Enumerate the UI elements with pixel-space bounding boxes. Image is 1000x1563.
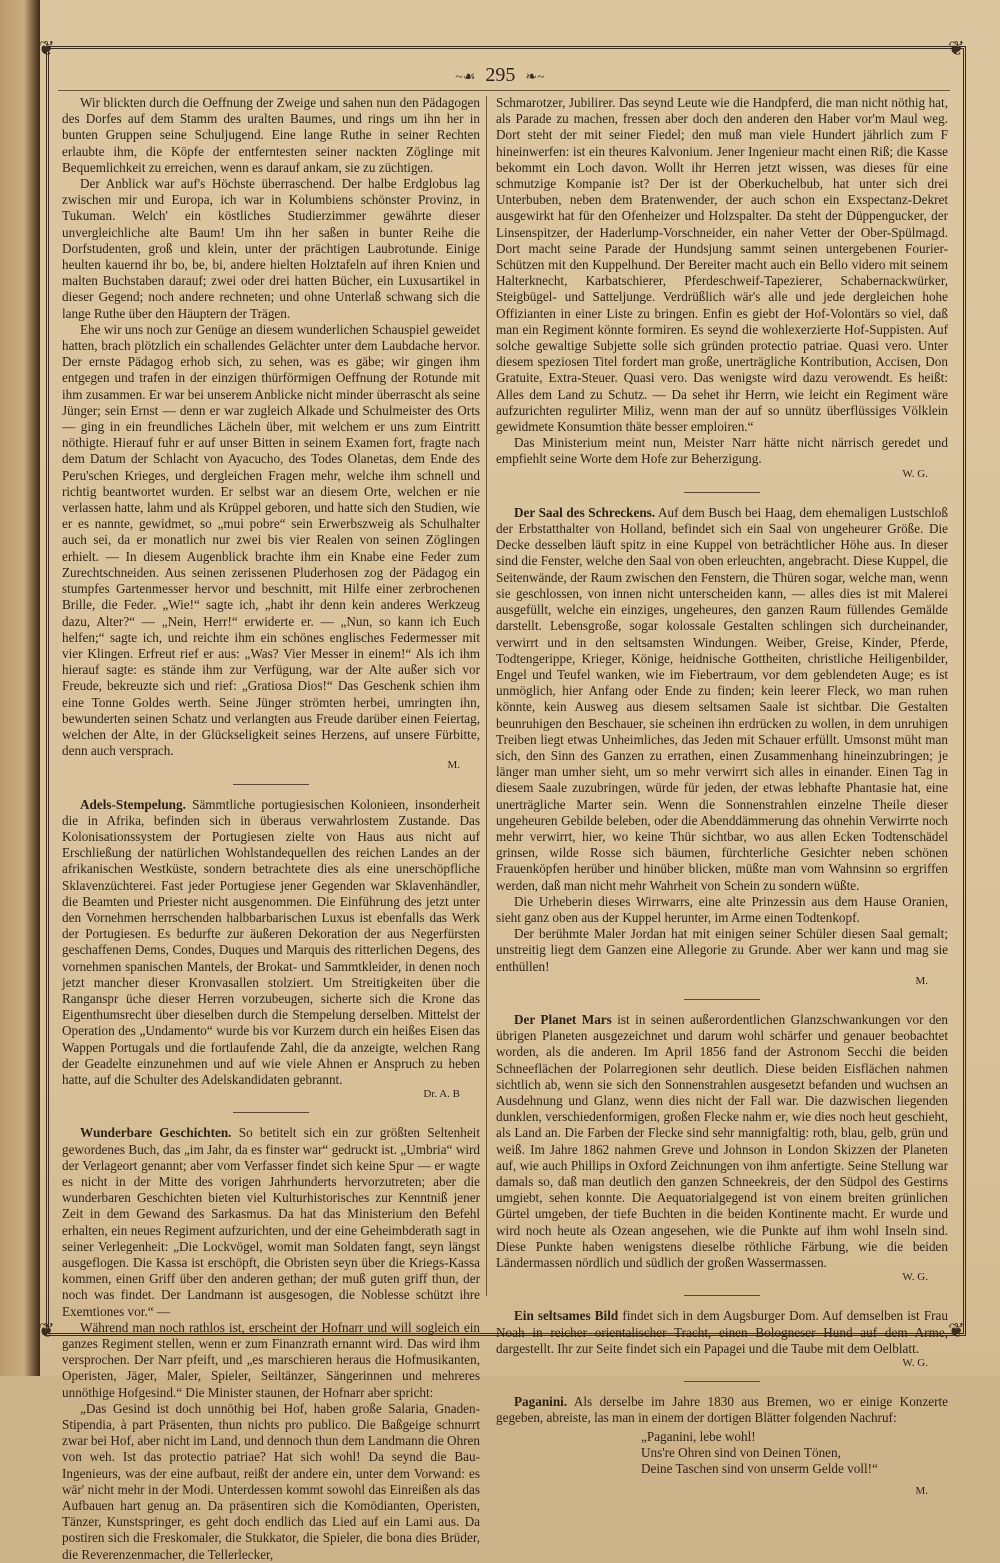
separator xyxy=(233,784,309,785)
article-wunderbare-geschichten xyxy=(62,1125,480,1562)
article-body: Als derselbe im Jahre 1830 aus Bremen, wo er einige Konzerte gegeben, abreiste, las man in einem der dortigen Blätter folgenden Nachruf: xyxy=(496,1394,948,1426)
signature: W. G. xyxy=(902,1271,928,1284)
page-number: 295 xyxy=(485,64,516,86)
article-body: Sämmtliche portugiesischen Kolonieen, insonderheit die in Afrika, befinden sich in überaus verwahrlostem Zustande. Das Kolonisationssystem der Portugiesen zielte von Haus aus nicht auf Erschließung der natürlichen Wohlstandequellen des reichen Landes an der afrikanischen Westküste, sondern betrachtete dies als eine unerschöpfliche Sklavenzüchterei. Fast jeder Portugiese jener Gegenden war Sklavenhändler, die Beamten und Priester nicht ausgenommen. Die Einführung des jetzt unter den Vornehmen herrschenden halbbarbarischen Luxus ist ebenfalls das Werk der Portugiesen. Es bedurfte zur äußeren Dekoration der aus Negerfürsten geschaffenen Dems, Condes, Duques und Marquis des ritterlichen Degens, des vornehmen spanischen Mantels, der Brokat- und Sammtkleider, in denen noch jetzt mancher dieser Kronvasallen stolziert. Um Streitigkeiten über die Ranganspr üche dieser Herren vorzubeugen, sicherte sich die Krone das Eigenthumsrecht über dieselben durch die Stempelung derselben. Mittelst der Operation des „Undamento“ wurde bis vor Kurzem durch ein heißes Eisen das Wappen Portugals und die fortlaufende Zahl, die da anzeigte, welchen Rang der Geadelte einzunehmen und auf wie viele Ahnen er Anspruch zu heben hatte, auf die Schulter des Adelskandidaten gebrannt. xyxy=(62,796,480,1087)
ornament-right-icon: ❧~ xyxy=(525,70,545,85)
corner-ornament-icon: ❦ xyxy=(38,38,55,60)
paragraph: „Das Gesind ist doch unnöthig bei Hof, haben große Salaria, Gnaden-Stipendia, à part Präsenten, thun nichts pro publico. Die Baßgeige schnurrt zwar bei Hof, aber nicht im Land, und dennoch thun dem Landmann die Ohren von weh. Ist das protectio patriae? Hat sich wohl! Da seynd die Bau-Ingenieurs, was der eine aufbaut, reißt der andere ein, unter dem Vorwand: es wär' nicht mehr in der Modi. Unterdessen kommt sowohl das Einreißen als das Aufbauen hart genug an. Da präsentiren sich die Komödianten, Operisten, Tänzer, Kunstspringer, es geht doch endlich das Lied auf ein Lami aus. Da postiren sich die Freskomaler, die Stukkator, die Spieler, die bona dies Brüder, die Reverenzenmacher, die Tellerlecker, xyxy=(62,1400,480,1562)
signature: M. xyxy=(915,1485,928,1498)
article-intro xyxy=(62,95,480,774)
signature: M. xyxy=(915,974,928,987)
signature: Dr. A. B xyxy=(423,1088,460,1101)
article-body: findet sich in dem Augsburger Dom. Auf demselben ist Frau Noah in reicher orientalischer Tracht, einen Bologneser Hund auf dem Arme, dargestellt. Ihr zur Seite findet sich ein Papagei und die Taube mit dem Oelblatt. xyxy=(496,1308,948,1356)
verse-line: „Paganini, lebe wohl! xyxy=(641,1428,756,1444)
verse xyxy=(641,1429,948,1478)
separator xyxy=(684,492,760,493)
paragraph: Das Ministerium meint nun, Meister Narr hätte nicht närrisch geredet und empfiehlt seine Worte dem Hofe zur Beherzigung. xyxy=(496,435,948,467)
paragraph: Die Urheberin dieses Wirrwarrs, eine alte Prinzessin aus dem Hause Oranien, sieht ganz oben aus der Kuppel herunter, im Arme einen Todtenkopf. xyxy=(496,893,948,925)
signature: W. G. xyxy=(902,1357,928,1370)
verse-line: Uns're Ohren sind von Deinen Tönen, xyxy=(641,1444,841,1460)
article-title: Wunderbare Geschichten. xyxy=(80,1125,232,1141)
corner-ornament-icon: ❦ xyxy=(948,38,965,60)
article-body: Auf dem Busch bei Haag, dem ehemaligen Lustschloß der Erbstatthalter von Holland, befindet sich ein Saal von ungeheurer Größe. Die Decke desselben läuft spitz in eine Kuppel von beträchtlicher Höhe aus. In dieser sind die Fenster, welche den Saal von oben erleuchten, angebracht. Diese Kuppel, die Seitenwände, der Raum zwischen den Fenstern, die Thüren sogar, welche man, wenn sie geschlossen, von innen nicht unterscheiden kann, — alles dies ist mit Malerei ausgefüllt, welche ein einziges, ungeheures, den ganzen Raum füllendes Gemälde darstellt. Lebensgroße, sogar kolossale Gestalten schlingen sich durcheinander, verwirrt und in den seltsamsten Windungen. Weiber, Greise, Kinder, Pferde, Todtengerippe, Krieger, Könige, heidnische Gottheiten, christliche Heiligenbilder, Engel und Teufel wanken, wie im Fiebertraum, vor dem geblendeten Auge; es ist unmöglich, hier Anfang oder Ende zu finden; kein leerer Fleck, wo man ruhen könnte, kein Ausweg aus diesem seltsamen Saale ist sichtbar. Die Gestalten beunruhigen den Beschauer, sie scheinen ihn erdrücken zu wollen, in dem unruhigen Treiben liegt etwas Unheimliches, das Jeden mit Schauer erfüllt. Umsonst müht man sich, den Sinn des Ganzen zu errathen, einen Zusammenhang hineinzubringen; je länger man umher sieht, um so mehr verwirrt sich alles in einander. Einen Tag in diesem Saale zuzubringen, würde für jeden, der etwas lebhafte Phantasie hat, eine unerträgliche Marter sein. Wenn die Sonnenstrahlen einzelne Theile dieser ungeheuren Gebilde beleben, oder die Abenddämmerung das ohnehin Verwirrte noch mehr verwirrt, hier, wo keine Thür sichtbar, wo aus allen Ecken Todtenschädel grinsen, wilde Rosse sich bäumen, fürchterliche Gesichter neben schönen Frauenköpfen herüber und hinüber blicken, müßte man vom Wahnsinn so ergriffen werden, daß man nicht mehr Wahrheit von Schein zu sondern wüßte. xyxy=(496,504,948,893)
article-body: ist in seinen außerordentlichen Glanzschwankungen vor den übrigen Planeten ausgezeichnet und darum wohl schärfer und genauer beobachtet worden, als die anderen. Im April 1856 fand der Astronom Secchi die beiden Schneeflächen der Polarregionen sehr deutlich. Diese beiden Eisflächen nahmen sichtlich ab, wenn sie sich den Sonnenstrahlen ausgesetzt befanden und wuchsen an Ausdehnung und Glanz, wenn dies nicht der Fall war. Die dazwischen liegenden dunklen, verschiedenformigen, großen Flecke nahm er, wie dies noch heut geschieht, als Land an. Die Farben der Flecke sind sehr mannigfaltig: roth, blau, gelb, grün und weiß. Im Jahre 1862 nahmen Greve und Johnson in London Skizzen der Planeten auf, wie auch Phillips in Oxford Zeichnungen von ihm anfertigte. Seine Stellung war damals so, daß man deutlich den ganzen Schneekreis, der den Südpol des Gestirns umgiebt, sehen konnte. Die Aequatorialgegend ist von einem breiten grünlichen Gürtel umgeben, der tiefe Buchten in die beiden Kontinente macht. Er wurde und wird noch heute als Ozean angesehen, wie die Punkte auf ihm wohl Inseln sind. Diese Punkte haben wenigstens dieselbe röthliche Färbung, wie die beiden Ländermassen nördlich und südlich der großen Wassermassen. xyxy=(496,1011,948,1271)
column-divider xyxy=(486,96,487,1296)
article-adels-stempelung xyxy=(62,797,480,1103)
article-title: Der Saal des Schreckens. xyxy=(514,504,656,520)
paragraph: Ehe wir uns noch zur Genüge an diesem wunderlichen Schauspiel geweidet hatten, brach plötzlich ein schallendes Gelächter unter dem Laubdache hervor. Der ernste Pädagog erhob sich, zu sehen, was es gäbe; wir gingen ihm entgegen und trafen in der einzigen thürförmigen Oeffnung der Rotunde mit ihm zusammen. Er war bei unserem Anblicke nicht minder überrascht als seine Jünger; sein Ernst — denn er war zugleich Alkade und Schulmeister des Orts — ging in ein freundliches Lächeln über, mit welchem er uns zum Eintritt nöthigte. Hierauf fuhr er auf unser Bitten in seinem Examen fort, fragte nach dem Datum der Schlacht von Ayacucho, des Todes Olanetas, dem Ende des Peru'schen Krieges, und dergleichen Fragen mehr, welche ihm schnell und richtig beantwortet wurden. Er selbst war an diesem Orte, welchen er nie verlassen hatte, lahm und als Krüppel geboren, und hatte sich den Studien, wie er es nannte, gewidmet, so „mui pobre“ sein Erwerbszweig als Schulhalter auch sei, da er monatlich nur zwei bis vier Realen von seinen Zöglingen erhielt. — In diesem Augenblick brachte ihm ein Knabe eine Feder zum Zurechtschneiden. Aus seinen zerissenen Pluderhosen zog der Pädagog ein stumpfes Gartenmesser hervor und beschnitt, mit Hilfe einer zerbrochenen Brille, die Feder. „Wie!“ sagte ich, „habt ihr denn kein anderes Werkzeug dazu, Alter?“ — „Nein, Herr!“ erwiderte er. — „Nun, so kann ich Euch helfen;“ sagte ich, und reichte ihm ein schönes englisches Federmesser mit vier Klingen. Erfreut rief er aus: „Was? Vier Messer in einem!“ Als ich ihm hierauf sagte: es stände ihm zur Verfügung, war der Alte außer sich vor Freude, bekreuzte sich und rief: „Gratiosa Dios!“ Das Geschenk schien ihm eine Tonne Goldes werth. Seine Jünger strömten herbei, umringten ihn, bewunderten seinen Schatz und verlangten aus Freude darüber einen Feiertag, welchen der Alte, in der Glückseligkeit seines Herzens, auf unsere Fürbitte, denn auch versprach. xyxy=(62,321,480,759)
article-seltsames-bild xyxy=(496,1308,948,1371)
article-title: Der Planet Mars xyxy=(514,1011,612,1027)
verse-line: Deine Taschen sind von unserm Gelde voll!“ xyxy=(641,1461,878,1477)
separator xyxy=(684,1295,760,1296)
article-saal-des-schreckens xyxy=(496,505,948,989)
separator xyxy=(684,999,760,1000)
signature: M. xyxy=(447,759,460,772)
corner-ornament-icon: ❦ xyxy=(948,1320,965,1342)
right-column xyxy=(496,95,948,1499)
corner-ornament-icon: ❦ xyxy=(38,1320,55,1342)
signature: W. G. xyxy=(902,467,928,480)
article-title: Ein seltsames Bild xyxy=(514,1308,619,1324)
header-rule xyxy=(58,90,950,91)
ornament-left-icon: ~☙ xyxy=(455,70,476,85)
article-body: Schmarotzer, Jubilirer. Das seynd Leute wie die Handpferd, die man nicht nöthig hat, als Parade zu machen, fressen aber doch den anderen den Haber vor'm Maul weg. Dort steht der mit seiner Fiedel; den muß man viele Hundert jährlich zum F hineinwerfen: ist ein theures Kalvonium. Jener Ingenieur macht einen Riß; die Kasse bekommt ein Loch davon. Wollt ihr Herren jetzt wissen, was dieses für eine schmutzige Kompanie ist? Der ist der Oberkuchelbub, hat unter sich drei Unterbuben, neben dem Bratenwender, der auch schon ein Exspectanz-Dekret ausgewirkt hat für den Ofenheizer und Holzspalter. Da steht der Düppengucker, der Linsenspitzer, der Haderlump-Vorschneider, ein naher Vetter der Ober-Spülmagd. Dort macht seine Parade der Hundsjung sammt seinen untergebenen Fourier-Schützen mit den Kuppelhund. Der Bereiter macht auch ein Bello videro mit seinem Halterknecht, Karbatschierer, Pferdeschweif-Tapezierer, Schabernackwürker, Steigbügel- und Satteljunge. Verdrüßlich wär's alle und jede dergleichen hohe Offizianten in einer Liste zu bringen. Enfin es giebt der Hof-Volontärs so viel, daß man ein Regiment könnte formiren. Es seynd die wohlexerzierte Hof-Suppisten. Auf solche gewaltige Subjette solle sich gründen protectio patriae. Quasi vero. Unter diesem speziosen Titel fordert man große, unerträgliche Kontribution, Accisen, Don Gratuite, Extra-Steuer. Quasi vero. Das wenigste wird dazu verowendt. Es heißt: Alles dem Land zu Schutz. — Da sehet ihr Herrn, wie leicht ein Regiment wäre aufzurichten regulirter Miliz, wenn man der auf so unnütz überflüssiges Völklein gewidmete Konsumtion thäte besser emploiren.“ xyxy=(496,95,948,435)
paragraph: Wir blickten durch die Oeffnung der Zweige und sahen nun den Pädagogen des Dorfes auf dem Stamm des uralten Baumes, und rings um ihn her in bunten Gruppen seine Schuljugend. Eine lange Ruthe in seiner Rechten erlaubte ihm, die Köpfe der entferntesten seiner nackten Zöglinge mit Bequemlichkeit zu erreichen, wenn es darauf ankam, sie zu züchtigen. xyxy=(62,95,480,175)
article-paganini xyxy=(496,1394,948,1499)
article-title: Paganini. xyxy=(514,1394,568,1410)
article-title: Adels-Stempelung. xyxy=(80,796,186,812)
article-body: So betitelt sich ein zur größten Seltenheit gewordenes Buch, das „im Jahr, da es finster war“ gedruckt ist. „Umbria“ wird der Verlageort genannt; aber vom Verfasser findet sich keine Spur — er wagte es nicht in der Mitte des vorigen Jahrhunderts hervorzutreten; aber die wunderbaren Geschichten bieten viel Kulturhistorisches zur Kenntniß jener Zeit in dem Gewand des Sarkasmus. Da hat das Ministerium den Befehl erhalten, ein neues Regiment aufzurichten, und der eine Geheimbderath sagt in seiner Verlegenheit: „Die Lockvögel, womit man Soldaten fangt, seyn längst ausgeflogen. Die Kassa ist erschöpft, die Obristen seyn über die Kriegs-Kassa kommen, einen Griff über den anderen gethan; der muß guten griff thun, der noch was findet. Der Landmann ist ausgesogen, die Noblesse schützt ihre Exemtiones vor.“ — xyxy=(62,1125,481,1319)
separator xyxy=(684,1381,760,1382)
previous-page-edge xyxy=(0,0,40,1376)
paragraph: Der berühmte Maler Jordan hat mit einigen seiner Schüler diesen Saal gemalt; unstreitig liegt dem Ganzen eine Allegorie zu Grunde. Aber wer kann und mag sie enthüllen! xyxy=(496,926,948,974)
separator xyxy=(233,1112,309,1113)
paragraph: Während man noch rathlos ist, erscheint der Hofnarr und will sogleich ein ganzes Regiment stellen, wenn er zum Finanzrath ernannt wird. Das wird ihm versprochen. Der Narr pfeift, und „es marschieren heraus die Hofmusikanten, Operisten, Jäger, Maler, Spieler, Seiltänzer, Sängerinnen und mehreres unnöthige Hofgesind.“ Die Minister staunen, der Hofnarr aber spricht: xyxy=(62,1319,480,1400)
paragraph: Der Anblick war auf's Höchste überraschend. Der halbe Erdglobus lag zwischen mir und Europa, ich war in Kolumbiens schönster Provinz, in Tukuman. Welch' ein köstliches Studierzimmer gewährte dieser unvergleichliche alte Baum! Um ihn her saßen in bunter Reihe die Dorfstudenten, groß und klein, unter der prächtigen Laubrotunde. Einige heulten kauernd ihr bo, be, bi, andere hielten Holztafeln auf ihren Knien und malten Buchstaben darauf; zwei oder drei hatten Bücher, ein Luxusartikel in dieser Gegend; noch andere rechneten; und ohne Unterlaß schwang sich die lange Ruthe über den Häuptern der Trägen. xyxy=(62,176,480,321)
article-wunderbare-continued xyxy=(496,95,948,482)
page-header xyxy=(0,64,1000,87)
left-column xyxy=(62,95,480,1563)
article-planet-mars xyxy=(496,1012,948,1285)
